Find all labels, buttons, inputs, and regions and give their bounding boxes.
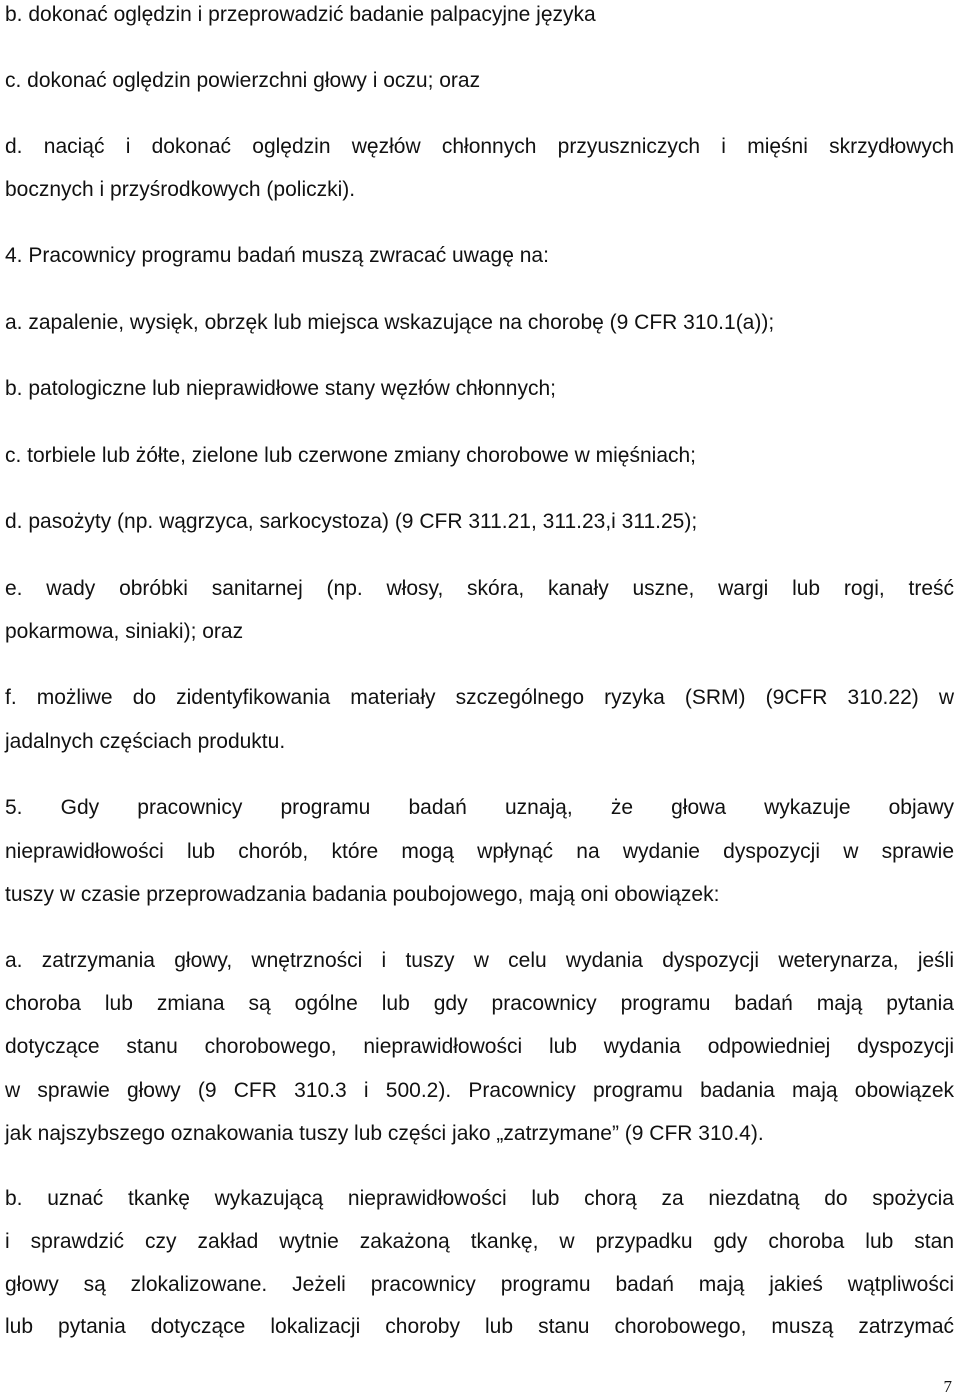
text-line: d. pasożyty (np. wągrzyca, sarkocystoza) (9 CFR 311.21, 311.23,i 311.25); (5, 510, 698, 533)
text-line: tuszy w czasie przeprowadzania badania poubojowego, mają oni obowiązek: (5, 883, 720, 906)
text-line: choroba lub zmiana są ogólne lub gdy pracownicy programu badań mają pytania (5, 992, 954, 1015)
text-line: a. zatrzymania głowy, wnętrzności i tuszy w celu wydania dyspozycji weterynarza, jeśli (5, 949, 954, 972)
text-line: głowy są zlokalizowane. Jeżeli pracownicy programu badań mają jakieś wątpliwości (5, 1273, 954, 1296)
text-line: 4. Pracownicy programu badań muszą zwracać uwagę na: (5, 244, 549, 267)
text-line: a. zapalenie, wysięk, obrzęk lub miejsca wskazujące na chorobę (9 CFR 310.1(a)); (5, 311, 775, 334)
text-line: b. uznać tkankę wykazującą nieprawidłowości lub chorą za niezdatną do spożycia (5, 1187, 954, 1210)
text-line: i sprawdzić czy zakład wytnie zakażoną tkankę, w przypadku gdy choroba lub stan (5, 1230, 954, 1253)
text-line: b. patologiczne lub nieprawidłowe stany węzłów chłonnych; (5, 377, 556, 400)
text-line: jak najszybszego oznakowania tuszy lub części jako „zatrzymane” (9 CFR 310.4). (5, 1122, 764, 1145)
text-line: jadalnych częściach produktu. (5, 730, 286, 753)
text-line: d. naciąć i dokonać oględzin węzłów chłonnych przyuszniczych i mięśni skrzydłowych (5, 135, 954, 158)
text-line: b. dokonać oględzin i przeprowadzić badanie palpacyjne języka (5, 3, 596, 26)
text-line: bocznych i przyśrodkowych (policzki). (5, 178, 356, 201)
text-line: c. torbiele lub żółte, zielone lub czerwone zmiany chorobowe w mięśniach; (5, 444, 697, 467)
text-line: lub pytania dotyczące lokalizacji choroby lub stanu chorobowego, muszą zatrzymać (5, 1315, 954, 1338)
text-line: pokarmowa, siniaki); oraz (5, 620, 244, 643)
text-line: f. możliwe do zidentyfikowania materiały szczególnego ryzyka (SRM) (9CFR 310.22) w (5, 686, 954, 709)
text-line: nieprawidłowości lub chorób, które mogą wpłynąć na wydanie dyspozycji w sprawie (5, 840, 954, 863)
text-line: 5. Gdy pracownicy programu badań uznają, że głowa wykazuje objawy (5, 796, 954, 819)
text-line: e. wady obróbki sanitarnej (np. włosy, skóra, kanały uszne, wargi lub rogi, treść (5, 577, 954, 600)
text-line: c. dokonać oględzin powierzchni głowy i oczu; oraz (5, 69, 481, 92)
page-number: 7 (943, 1377, 952, 1396)
text-line: dotyczące stanu chorobowego, nieprawidłowości lub wydania odpowiedniej dyspozycji (5, 1035, 954, 1058)
text-line: w sprawie głowy (9 CFR 310.3 i 500.2). Pracownicy programu badania mają obowiązek (5, 1079, 954, 1102)
